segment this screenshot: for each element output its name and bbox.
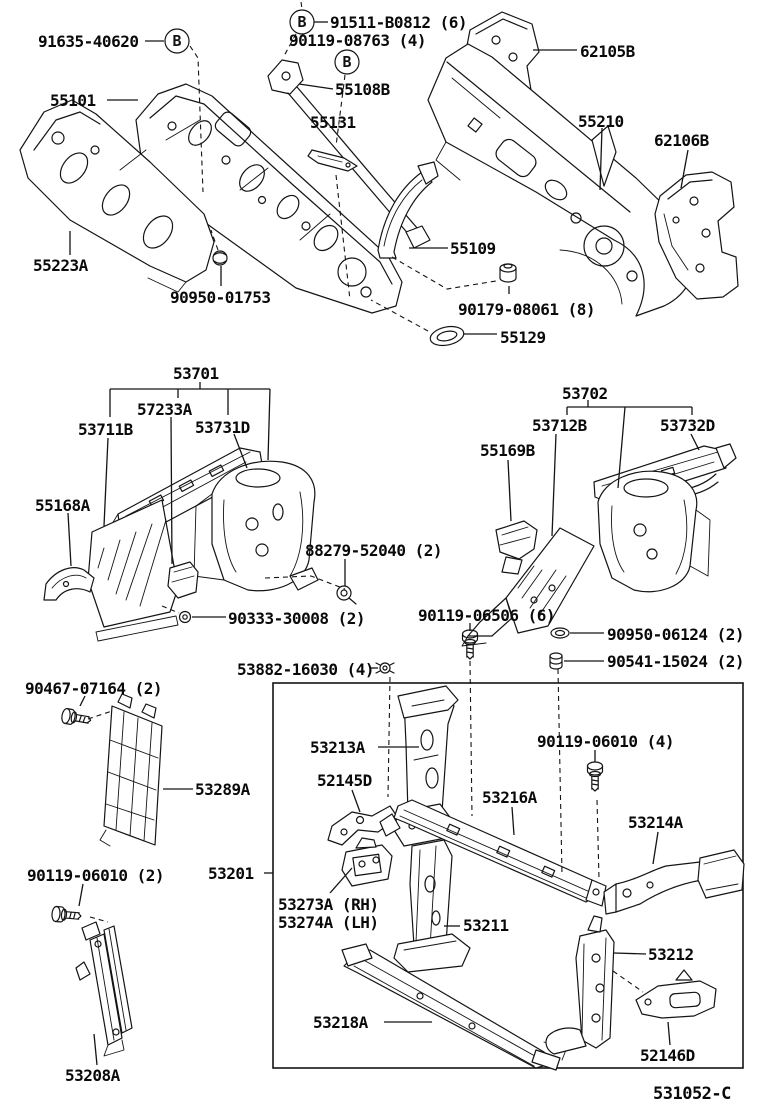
part-label-88279-52040: 88279-52040 (2) [305, 541, 442, 560]
center-stay-53211 [394, 840, 470, 972]
part-label-55223A: 55223A [33, 256, 88, 275]
part-label-53213A: 53213A [310, 738, 365, 757]
part-label-53711B: 53711B [78, 420, 133, 439]
part-label-53211: 53211 [463, 916, 509, 935]
nut-90179-08061-glyph [500, 264, 516, 282]
part-label-53731D: 53731D [195, 418, 250, 437]
part-label-53701: 53701 [173, 364, 219, 383]
part-label-90950-06124: 90950-06124 (2) [607, 625, 744, 644]
clip-90950-01753-glyph [213, 251, 227, 265]
part-label-91635-40620: 91635-40620 [38, 32, 139, 51]
part-label-55168A: 55168A [35, 496, 90, 515]
part-label-53201: 53201 [208, 864, 254, 883]
side-support-53214A [604, 850, 744, 914]
part-label-52145D: 52145D [317, 771, 372, 790]
part-label-90541-15024: 90541-15024 (2) [607, 652, 744, 671]
part-label-90950-01753: 90950-01753 [170, 288, 271, 307]
screw-88279-glyph [337, 586, 356, 604]
part-label-90119-06506: 90119-06506 (6) [418, 606, 555, 625]
part-label-90179-08061: 90179-08061 (8) [458, 300, 595, 319]
part-label-90467-07164: 90467-07164 (2) [25, 679, 162, 698]
part-label-55129: 55129 [500, 328, 546, 347]
part-label-90119-06010-4: 90119-06010 (4) [537, 732, 674, 751]
part-label-55131: 55131 [310, 113, 356, 132]
part-label-53732D: 53732D [660, 416, 715, 435]
clip-53882-glyph [376, 663, 394, 673]
bolt-90119-06010-4-glyph [588, 762, 603, 791]
part-label-53882-16030: 53882-16030 (4) [237, 660, 374, 679]
part-label-90119-06010-2: 90119-06010 (2) [27, 866, 164, 885]
part-label-53214A: 53214A [628, 813, 683, 832]
part-label-53216A: 53216A [482, 788, 537, 807]
spacer-90541-glyph [550, 653, 562, 669]
bracket-52146D [636, 970, 716, 1018]
part-label-53212: 53212 [648, 945, 694, 964]
brace-53208A [76, 922, 132, 1056]
member-55109 [378, 162, 438, 258]
part-label-91511-B0812: 91511-B0812 (6) [330, 13, 467, 32]
bracket-55168A [44, 568, 94, 600]
part-label-53712B: 53712B [532, 416, 587, 435]
part-label-53208A: 53208A [65, 1066, 120, 1085]
plug-55129-glyph [429, 324, 466, 349]
part-label-62105B: 62105B [580, 42, 635, 61]
part-label-90333-30008: 90333-30008 (2) [228, 609, 365, 628]
callout-b-3: B [342, 53, 352, 71]
part-label-53702: 53702 [562, 384, 608, 403]
part-label-55108B: 55108B [335, 80, 390, 99]
part-label-62106B: 62106B [654, 131, 709, 150]
part-label-53274A: 53274A (LH) [278, 913, 379, 932]
wheelhouse-53702 [598, 471, 710, 591]
bracket-55131 [308, 150, 357, 171]
part-label-55109: 55109 [450, 239, 496, 258]
part-label-55101: 55101 [50, 91, 96, 110]
ring-90950-06124-glyph [551, 628, 569, 638]
part-label-55169B: 55169B [480, 441, 535, 460]
grommet-90333-glyph [180, 612, 191, 623]
shield-panel-53289A [100, 694, 162, 846]
bracket-53273A [342, 838, 392, 886]
part-label-57233A: 57233A [137, 400, 192, 419]
part-label-52146D: 52146D [640, 1046, 695, 1065]
part-label-90119-08763: 90119-08763 (4) [289, 31, 426, 50]
bolt-90119-06010-2-glyph [51, 906, 81, 923]
side-stay-53212 [546, 916, 614, 1054]
callout-b-2: B [297, 13, 307, 31]
drawing-code: 531052-C [653, 1084, 731, 1104]
cowl-panel-55210 [428, 44, 694, 316]
apron-panel-53711B [88, 500, 178, 641]
part-label-53218A: 53218A [313, 1013, 368, 1032]
callout-b-1: B [172, 32, 182, 50]
part-label-53289A: 53289A [195, 780, 250, 799]
part-label-53273A: 53273A (RH) [278, 895, 379, 914]
part-label-55210: 55210 [578, 112, 624, 131]
bolt-90467-glyph [61, 708, 92, 728]
